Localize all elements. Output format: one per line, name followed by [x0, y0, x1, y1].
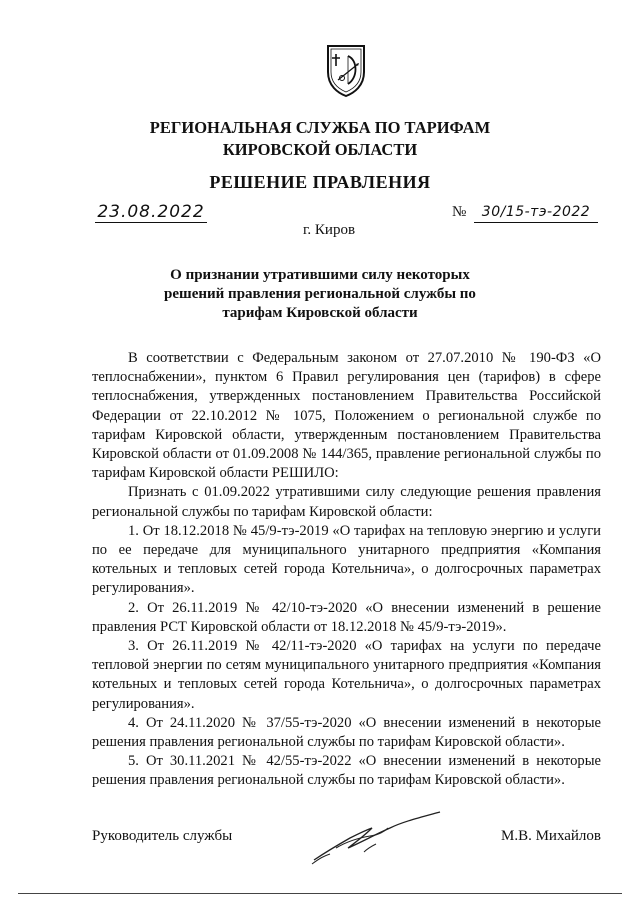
org-line-2: КИРОВСКОЙ ОБЛАСТИ: [222, 140, 418, 159]
number-sign: №: [452, 204, 467, 220]
signature-icon: [306, 808, 446, 868]
subject-line-1: О признании утратившими силу некоторых: [170, 267, 470, 283]
number-value: 30/15-тэ-2022: [474, 202, 598, 223]
decision-number: [452, 202, 602, 223]
paragraph-item-1: 1. От 18.12.2018 № 45/9-тэ-2019 «О тарифах на тепловую энергию и услуги по ее передаче для муниципального унитарного предприятия «Компания котельных и тепловых сетей города Котельнича», о долгосрочных параметрах регулирования».: [92, 522, 601, 597]
subject-heading: [0, 266, 640, 323]
organization-name: [0, 117, 640, 161]
paragraph-item-4: 4. От 24.11.2020 № 37/55-тэ-2020 «О внесении изменений в некоторые решения правления региональной службы по тарифам Кировской области».: [92, 714, 601, 751]
paragraph-item-2: 2. От 26.11.2019 № 42/10-тэ-2020 «О внесении изменений в решение правления РСТ Кировской области от 18.12.2018 № 45/9-тэ-2019».: [92, 599, 601, 635]
city: г. Киров: [302, 222, 356, 238]
paragraph-resolution: Признать с 01.09.2022 утратившими силу следующие решения правления региональной службы по тарифам Кировской области:: [92, 484, 601, 520]
decision-date: 23.08.2022: [95, 202, 207, 223]
decision-title: РЕШЕНИЕ ПРАВЛЕНИЯ: [209, 172, 431, 192]
document-body: [92, 349, 601, 791]
paragraph-item-5: 5. От 30.11.2021 № 42/55-тэ-2022 «О внесении изменений в некоторые решения правления региональной службы по тарифам Кировской области».: [92, 753, 601, 789]
subject-line-2: решений правления региональной службы по: [164, 286, 476, 302]
paragraph-preamble: В соответствии с Федеральным законом от 27.07.2010 № 190-ФЗ «О теплоснабжении», пунктом 6 Правил регулирования цен (тарифов) в сфере теплоснабжения, утвержденных постановлением Правительства Российской Федерации от 22.10.2012 № 1075, Положением о региональной службе по тарифам Кировской области, утвержденным постановлением Правительства Кировской области от 01.09.2008 № 144/365, правление региональной службы по тарифам Кировской области РЕШИЛО:: [92, 350, 601, 482]
paragraph-item-3: 3. От 26.11.2019 № 42/11-тэ-2020 «О тарифах на услуги по передаче тепловой энергии по сетям муниципального унитарного предприятия «Компания котельных и тепловых сетей города Котельнича», о долгосрочных параметрах регулирования».: [92, 638, 601, 712]
signer-role: Руководитель службы: [92, 828, 233, 844]
page-bottom-rule: [18, 893, 622, 894]
org-line-1: РЕГИОНАЛЬНАЯ СЛУЖБА ПО ТАРИФАМ: [149, 118, 491, 137]
signer-name: М.В. Михайлов: [500, 828, 601, 844]
subject-line-3: тарифам Кировской области: [222, 305, 418, 321]
coat-of-arms-icon: [324, 42, 368, 98]
